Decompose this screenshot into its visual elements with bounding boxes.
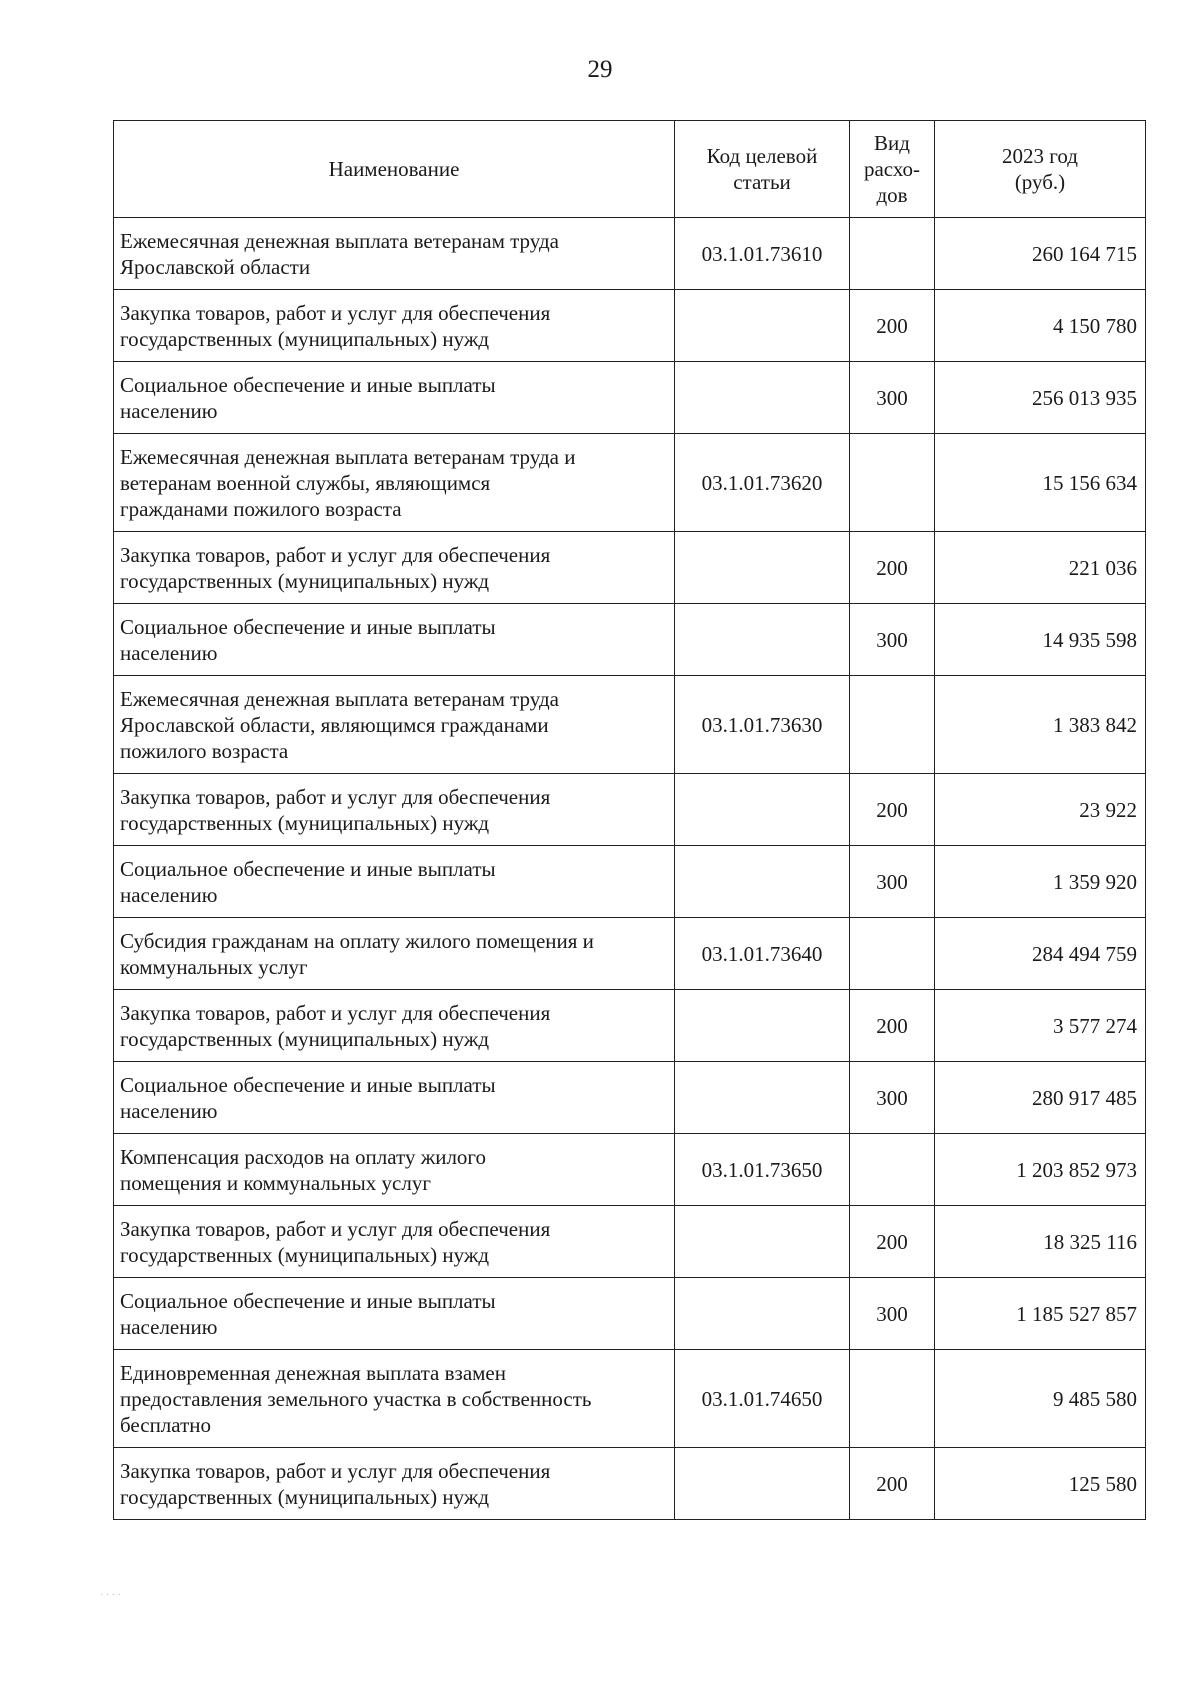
code-cell <box>675 434 850 532</box>
name-cell <box>114 918 675 990</box>
header-code-label: Код целевой статьи <box>706 144 818 194</box>
amount-cell <box>935 846 1146 918</box>
code-cell <box>675 1134 850 1206</box>
header-name-label: Наименование <box>328 157 460 181</box>
name-cell-text: Закупка товаров, работ и услуг для обеспечения государственных (муниципальных) нужд <box>120 542 551 593</box>
code-cell <box>675 290 850 362</box>
amount-cell <box>935 604 1146 676</box>
expense-type-cell-text: 300 <box>876 385 908 410</box>
code-cell <box>675 1350 850 1448</box>
header-amount <box>935 121 1146 218</box>
table-row <box>114 918 1146 990</box>
amount-cell <box>935 1350 1146 1448</box>
code-cell-text: 03.1.01.73640 <box>701 941 823 966</box>
code-cell <box>675 774 850 846</box>
expense-type-cell-text: 200 <box>876 1471 908 1496</box>
table-row <box>114 1134 1146 1206</box>
name-cell <box>114 846 675 918</box>
table-row <box>114 290 1146 362</box>
budget-table <box>113 120 1146 1520</box>
amount-cell-text: 260 164 715 <box>1032 241 1137 266</box>
expense-type-cell-text: 300 <box>876 1085 908 1110</box>
amount-cell-text: 284 494 759 <box>1032 941 1137 966</box>
header-type <box>850 121 935 218</box>
page-number: 29 <box>587 56 613 83</box>
amount-cell-text: 23 922 <box>1079 797 1137 822</box>
amount-cell <box>935 1278 1146 1350</box>
amount-cell-text: 1 383 842 <box>1053 712 1137 737</box>
code-cell <box>675 918 850 990</box>
expense-type-cell-text: 200 <box>876 313 908 338</box>
code-cell <box>675 1062 850 1134</box>
amount-cell-text: 4 150 780 <box>1053 313 1137 338</box>
amount-cell <box>935 532 1146 604</box>
name-cell <box>114 604 675 676</box>
name-cell <box>114 218 675 290</box>
amount-cell <box>935 362 1146 434</box>
expense-type-cell <box>850 990 935 1062</box>
name-cell-text: Компенсация расходов на оплату жилого помещения и коммунальных услуг <box>120 1144 487 1195</box>
expense-type-cell <box>850 774 935 846</box>
name-cell-text: Закупка товаров, работ и услуг для обеспечения государственных (муниципальных) нужд <box>120 1216 551 1267</box>
expense-type-cell <box>850 218 935 290</box>
amount-cell-text: 125 580 <box>1068 1471 1137 1496</box>
table-row <box>114 1448 1146 1520</box>
expense-type-cell <box>850 1134 935 1206</box>
table-row <box>114 1062 1146 1134</box>
amount-cell <box>935 918 1146 990</box>
code-cell <box>675 604 850 676</box>
expense-type-cell <box>850 434 935 532</box>
table-header-row <box>114 121 1146 218</box>
table-row <box>114 362 1146 434</box>
table-row <box>114 676 1146 774</box>
amount-cell <box>935 1134 1146 1206</box>
name-cell <box>114 1350 675 1448</box>
code-cell <box>675 846 850 918</box>
code-cell <box>675 218 850 290</box>
expense-type-cell-text: 200 <box>876 1013 908 1038</box>
amount-cell-text: 15 156 634 <box>1042 470 1137 495</box>
amount-cell-text: 1 185 527 857 <box>1016 1301 1137 1326</box>
name-cell-text: Закупка товаров, работ и услуг для обеспечения государственных (муниципальных) нужд <box>120 1458 551 1509</box>
name-cell-text: Закупка товаров, работ и услуг для обеспечения государственных (муниципальных) нужд <box>120 784 551 835</box>
expense-type-cell <box>850 604 935 676</box>
expense-type-cell <box>850 1350 935 1448</box>
expense-type-cell-text: 200 <box>876 555 908 580</box>
name-cell <box>114 774 675 846</box>
amount-cell <box>935 1448 1146 1520</box>
name-cell-text: Закупка товаров, работ и услуг для обеспечения государственных (муниципальных) нужд <box>120 300 551 351</box>
amount-cell-text: 280 917 485 <box>1032 1085 1137 1110</box>
expense-type-cell <box>850 1448 935 1520</box>
name-cell-text: Единовременная денежная выплата взамен предоставления земельного участка в собственность бесплатно <box>120 1360 592 1437</box>
name-cell <box>114 676 675 774</box>
code-cell <box>675 1206 850 1278</box>
amount-cell <box>935 774 1146 846</box>
name-cell-text: Социальное обеспечение и иные выплаты населению <box>120 1288 496 1339</box>
table-body <box>114 218 1146 1520</box>
expense-type-cell <box>850 676 935 774</box>
code-cell-text: 03.1.01.73630 <box>701 712 823 737</box>
name-cell-text: Ежемесячная денежная выплата ветеранам труда Ярославской области, являющимся гражданами пожилого возраста <box>120 686 559 763</box>
name-cell-text: Социальное обеспечение и иные выплаты населению <box>120 856 496 907</box>
code-cell <box>675 1278 850 1350</box>
name-cell <box>114 532 675 604</box>
name-cell <box>114 1062 675 1134</box>
amount-cell <box>935 1206 1146 1278</box>
expense-type-cell-text: 200 <box>876 797 908 822</box>
name-cell-text: Социальное обеспечение и иные выплаты населению <box>120 372 496 423</box>
header-name <box>114 121 675 218</box>
expense-type-cell <box>850 1278 935 1350</box>
name-cell-text: Ежемесячная денежная выплата ветеранам труда и ветеранам военной службы, являющимся гражданами пожилого возраста <box>120 444 576 521</box>
name-cell <box>114 290 675 362</box>
name-cell-text: Субсидия гражданам на оплату жилого помещения и коммунальных услуг <box>120 928 594 979</box>
amount-cell-text: 1 203 852 973 <box>1016 1157 1137 1182</box>
amount-cell <box>935 218 1146 290</box>
code-cell <box>675 676 850 774</box>
table-row <box>114 434 1146 532</box>
amount-cell-text: 18 325 116 <box>1043 1229 1137 1254</box>
amount-cell <box>935 1062 1146 1134</box>
amount-cell <box>935 990 1146 1062</box>
name-cell <box>114 434 675 532</box>
name-cell <box>114 1206 675 1278</box>
amount-cell-text: 9 485 580 <box>1053 1386 1137 1411</box>
name-cell <box>114 1448 675 1520</box>
amount-cell <box>935 290 1146 362</box>
table-row <box>114 1278 1146 1350</box>
name-cell <box>114 362 675 434</box>
name-cell <box>114 1278 675 1350</box>
table-row <box>114 846 1146 918</box>
header-amount-label: 2023 год (руб.) <box>1002 144 1078 194</box>
expense-type-cell <box>850 532 935 604</box>
amount-cell-text: 14 935 598 <box>1042 627 1137 652</box>
expense-type-cell-text: 300 <box>876 627 908 652</box>
expense-type-cell <box>850 1062 935 1134</box>
code-cell-text: 03.1.01.74650 <box>701 1386 823 1411</box>
name-cell-text: Социальное обеспечение и иные выплаты населению <box>120 614 496 665</box>
code-cell-text: 03.1.01.73650 <box>701 1157 823 1182</box>
amount-cell <box>935 434 1146 532</box>
table-row <box>114 774 1146 846</box>
name-cell <box>114 1134 675 1206</box>
table-row <box>114 532 1146 604</box>
amount-cell-text: 221 036 <box>1068 555 1137 580</box>
code-cell <box>675 1448 850 1520</box>
name-cell <box>114 990 675 1062</box>
code-cell-text: 03.1.01.73610 <box>701 241 823 266</box>
scan-artifact: · · · · <box>100 1590 121 1601</box>
name-cell-text: Закупка товаров, работ и услуг для обеспечения государственных (муниципальных) нужд <box>120 1000 551 1051</box>
expense-type-cell <box>850 1206 935 1278</box>
expense-type-cell-text: 300 <box>876 869 908 894</box>
expense-type-cell <box>850 362 935 434</box>
code-cell <box>675 362 850 434</box>
amount-cell-text: 1 359 920 <box>1053 869 1137 894</box>
header-code <box>675 121 850 218</box>
expense-type-cell <box>850 846 935 918</box>
amount-cell-text: 256 013 935 <box>1032 385 1137 410</box>
table-row <box>114 1206 1146 1278</box>
code-cell-text: 03.1.01.73620 <box>701 470 823 495</box>
table-row <box>114 218 1146 290</box>
expense-type-cell-text: 300 <box>876 1301 908 1326</box>
expense-type-cell <box>850 290 935 362</box>
amount-cell-text: 3 577 274 <box>1053 1013 1137 1038</box>
table-row <box>114 990 1146 1062</box>
expense-type-cell <box>850 918 935 990</box>
name-cell-text: Социальное обеспечение и иные выплаты населению <box>120 1072 496 1123</box>
table-row <box>114 604 1146 676</box>
code-cell <box>675 532 850 604</box>
table-row <box>114 1350 1146 1448</box>
name-cell-text: Ежемесячная денежная выплата ветеранам труда Ярославской области <box>120 228 559 279</box>
code-cell <box>675 990 850 1062</box>
expense-type-cell-text: 200 <box>876 1229 908 1254</box>
header-type-label: Вид расхо- дов <box>863 131 921 207</box>
amount-cell <box>935 676 1146 774</box>
